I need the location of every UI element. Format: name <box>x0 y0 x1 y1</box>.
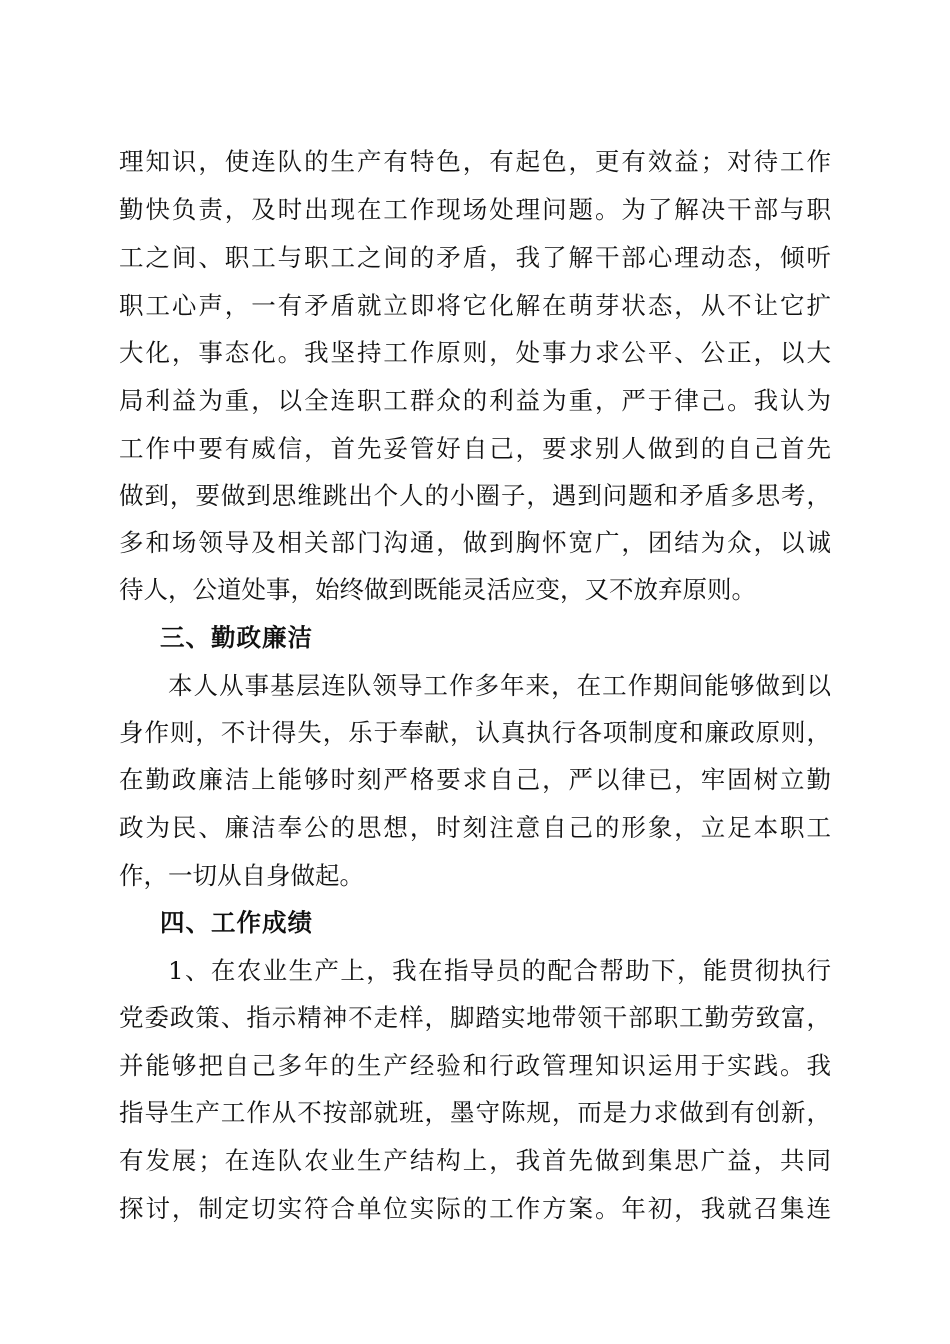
text-line: 并能够把自己多年的生产经验和行政管理知识运用于实践。我 <box>119 1051 831 1080</box>
text-line: 多和场领导及相关部门沟通，做到胸怀宽广，团结为众，以诚 <box>119 528 831 557</box>
text-line: 身作则，不计得失，乐于奉献，认真执行各项制度和廉政原则， <box>119 718 831 747</box>
text-line: 勤快负责，及时出现在工作现场处理问题。为了解决干部与职 <box>119 195 831 224</box>
text-line: 工作中要有威信，首先妥管好自己，要求别人做到的自己首先 <box>119 434 831 463</box>
text-line: 党委政策、指示精神不走样，脚踏实地带领干部职工勤劳致富， <box>119 1003 831 1032</box>
section-heading-work-achievements: 四、工作成绩 <box>160 908 313 937</box>
text-line: 有发展；在连队农业生产结构上，我首先做到集思广益，共同 <box>119 1146 831 1175</box>
text-line: 在勤政廉洁上能够时刻严格要求自己，严以律已，牢固树立勤 <box>119 765 831 794</box>
text-line: 作，一切从自身做起。 <box>119 861 364 890</box>
text-line: 政为民、廉洁奉公的思想，时刻注意自己的形象，立足本职工 <box>119 813 831 842</box>
text-line: 职工心声，一有矛盾就立即将它化解在萌芽状态，从不让它扩 <box>119 291 831 320</box>
text-line: 大化，事态化。我坚持工作原则，处事力求公平、公正，以大 <box>119 338 831 367</box>
text-line: 指导生产工作从不按部就班，墨守陈规，而是力求做到有创新， <box>119 1098 831 1127</box>
section-heading-diligence-integrity: 三、勤政廉洁 <box>160 623 313 652</box>
text-line: 做到，要做到思维跳出个人的小圈子，遇到问题和矛盾多思考， <box>119 481 831 510</box>
text-line: 理知识，使连队的生产有特色，有起色，更有效益；对待工作 <box>119 147 831 176</box>
text-line: 探讨，制定切实符合单位实际的工作方案。年初，我就召集连 <box>119 1194 831 1223</box>
text-line: 局利益为重，以全连职工群众的利益为重，严于律己。我认为 <box>119 386 831 415</box>
text-line: 1、在农业生产上，我在指导员的配合帮助下，能贯彻执行 <box>168 956 831 985</box>
text-line: 工之间、职工与职工之间的矛盾，我了解干部心理动态，倾听 <box>119 243 831 272</box>
text-line: 待人，公道处事，始终做到既能灵活应变，又不放弃原则。 <box>119 575 756 604</box>
text-line: 本人从事基层连队领导工作多年来，在工作期间能够做到以 <box>168 671 831 700</box>
